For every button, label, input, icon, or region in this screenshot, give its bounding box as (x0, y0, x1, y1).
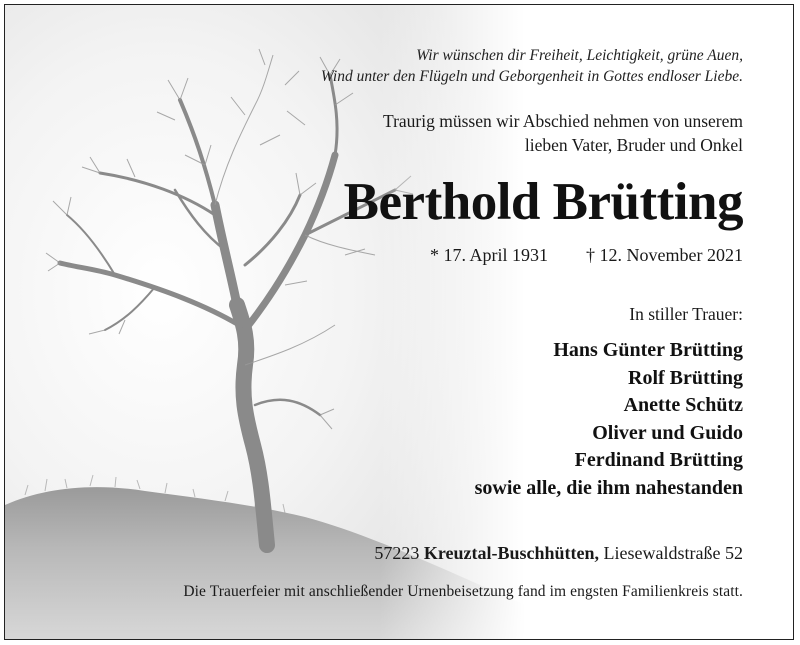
intro-line: lieben Vater, Bruder und Onkel (524, 135, 743, 155)
birth-date: * 17. April 1931 (430, 245, 549, 265)
intro-line: Traurig müssen wir Abschied nehmen von unserem (383, 111, 743, 131)
mourners-list (475, 337, 743, 502)
mourner-name: Hans Günter Brütting (553, 339, 743, 361)
obituary-card (4, 4, 794, 640)
poem-line: Wir wünschen dir Freiheit, Leichtigkeit, grüne Auen, (416, 47, 743, 64)
mourning-heading: In stiller Trauer: (629, 304, 743, 324)
poem-line: Wind unter den Flügeln und Geborgenheit in Gottes endloser Liebe. (320, 68, 743, 85)
mourner-name: Ferdinand Brütting (574, 449, 743, 471)
death-date: † 12. November 2021 (586, 245, 743, 265)
mourner-name: Rolf Brütting (628, 366, 743, 389)
address-city: Kreuztal-Buschhütten, (423, 543, 600, 563)
address-street: Liesewaldstraße 52 (603, 543, 743, 563)
life-dates (430, 245, 743, 266)
poem-verse (321, 45, 743, 87)
deceased-name: Berthold Brütting (343, 173, 743, 231)
mourner-name: Anette Schütz (623, 394, 743, 416)
mourner-name: Oliver und Guido (592, 421, 743, 444)
mourner-closing: sowie alle, die ihm nahestanden (474, 476, 743, 499)
address-postcode: 57223 (374, 543, 420, 563)
intro-text (383, 109, 743, 157)
address (374, 543, 743, 564)
funeral-notice: Die Trauerfeier mit anschließender Urnenbeisetzung fand im engsten Familienkreis statt. (183, 583, 743, 600)
